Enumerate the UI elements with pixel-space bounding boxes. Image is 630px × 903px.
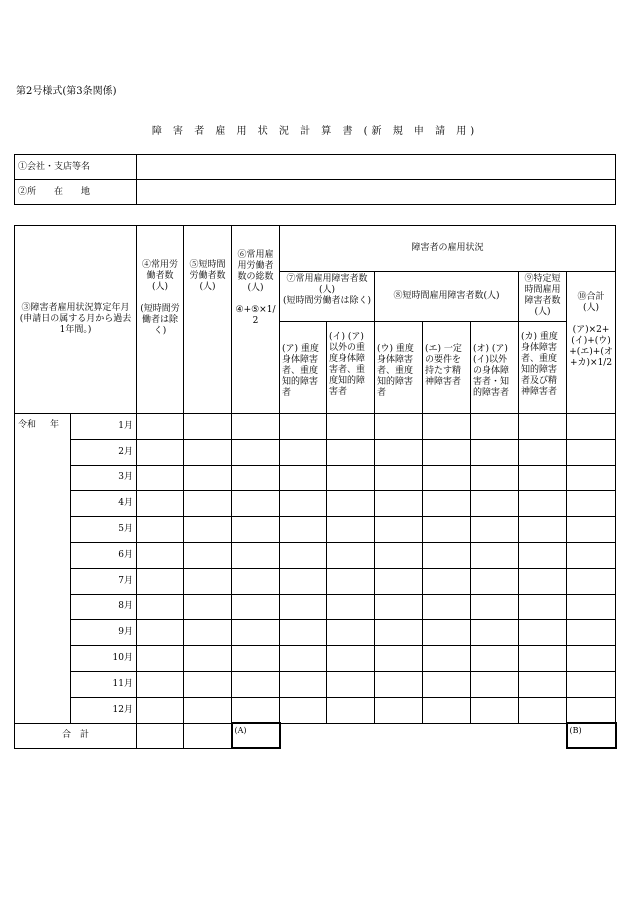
header-short-disabled: ⑧短時間雇用障害者数(人) xyxy=(375,272,519,322)
data-cell[interactable] xyxy=(137,671,184,697)
data-cell[interactable] xyxy=(423,568,471,594)
era-year-cell xyxy=(15,414,71,724)
month-label: 5月 xyxy=(71,517,137,543)
data-cell[interactable] xyxy=(137,414,184,440)
header-disabled-status: 障害者の雇用状況 xyxy=(280,226,616,272)
data-cell[interactable] xyxy=(184,594,232,620)
header-sub-ka: (カ) 重度身体障害者、重度知的障害者及び精神障害者 xyxy=(519,322,567,414)
data-cell[interactable] xyxy=(232,439,280,465)
data-cell[interactable] xyxy=(232,568,280,594)
data-cell[interactable] xyxy=(471,646,519,672)
data-cell[interactable] xyxy=(280,568,327,594)
data-cell[interactable] xyxy=(232,671,280,697)
data-cell[interactable] xyxy=(519,517,567,543)
data-cell[interactable] xyxy=(423,646,471,672)
month-label: 12月 xyxy=(71,697,137,723)
data-cell[interactable] xyxy=(184,671,232,697)
data-cell[interactable] xyxy=(423,620,471,646)
data-cell[interactable] xyxy=(471,568,519,594)
data-cell[interactable] xyxy=(232,594,280,620)
employment-status-table xyxy=(14,225,617,749)
data-cell[interactable] xyxy=(375,594,423,620)
data-cell[interactable] xyxy=(375,671,423,697)
data-cell[interactable] xyxy=(423,517,471,543)
data-cell[interactable] xyxy=(184,646,232,672)
total-label: 合 計 xyxy=(15,723,137,748)
data-cell[interactable] xyxy=(137,594,184,620)
table-row xyxy=(15,594,616,620)
data-cell[interactable] xyxy=(471,491,519,517)
header-regular-disabled: ⑦常用雇用障害者数 (人) (短時間労働者は除く) xyxy=(280,272,375,322)
data-cell[interactable] xyxy=(567,646,616,672)
data-cell[interactable] xyxy=(423,671,471,697)
data-cell[interactable] xyxy=(280,465,327,491)
data-cell[interactable] xyxy=(423,414,471,440)
data-cell[interactable] xyxy=(137,568,184,594)
month-label: 3月 xyxy=(71,465,137,491)
data-cell[interactable] xyxy=(567,671,616,697)
address-field[interactable] xyxy=(137,180,616,205)
data-cell[interactable] xyxy=(184,568,232,594)
month-label: 2月 xyxy=(71,439,137,465)
data-cell[interactable] xyxy=(567,594,616,620)
data-cell[interactable] xyxy=(137,517,184,543)
data-cell[interactable] xyxy=(567,697,616,723)
data-cell[interactable] xyxy=(327,439,375,465)
data-cell[interactable] xyxy=(232,542,280,568)
data-cell[interactable] xyxy=(232,697,280,723)
data-cell[interactable] xyxy=(137,542,184,568)
data-cell[interactable] xyxy=(327,517,375,543)
data-cell[interactable] xyxy=(567,517,616,543)
total-box-a[interactable]: (A) xyxy=(232,723,280,748)
data-cell[interactable] xyxy=(567,568,616,594)
data-cell[interactable] xyxy=(423,465,471,491)
table-row xyxy=(15,568,616,594)
data-cell[interactable] xyxy=(280,671,327,697)
data-cell[interactable] xyxy=(471,542,519,568)
data-cell[interactable] xyxy=(232,517,280,543)
address-label: ②所 在 地 xyxy=(15,180,137,205)
company-name-field[interactable] xyxy=(137,155,616,180)
data-cell[interactable] xyxy=(137,439,184,465)
table-row xyxy=(15,697,616,723)
month-label: 10月 xyxy=(71,646,137,672)
data-cell[interactable] xyxy=(471,439,519,465)
month-label: 4月 xyxy=(71,491,137,517)
data-cell[interactable] xyxy=(375,465,423,491)
month-label: 9月 xyxy=(71,620,137,646)
table-row xyxy=(15,646,616,672)
total-cell[interactable] xyxy=(184,723,232,748)
data-cell[interactable] xyxy=(519,439,567,465)
month-label: 1月 xyxy=(71,414,137,440)
data-cell[interactable] xyxy=(519,697,567,723)
header-sub-u: (ウ) 重度身体障害者、重度知的障害者 xyxy=(375,322,423,414)
data-cell[interactable] xyxy=(280,414,327,440)
data-cell[interactable] xyxy=(327,646,375,672)
data-cell[interactable] xyxy=(280,439,327,465)
data-cell[interactable] xyxy=(423,439,471,465)
data-cell[interactable] xyxy=(280,491,327,517)
month-label: 8月 xyxy=(71,594,137,620)
data-cell[interactable] xyxy=(232,620,280,646)
table-header xyxy=(15,226,616,414)
data-cell[interactable] xyxy=(423,594,471,620)
data-cell[interactable] xyxy=(184,697,232,723)
data-cell[interactable] xyxy=(375,414,423,440)
data-cell[interactable] xyxy=(471,620,519,646)
table-row xyxy=(15,465,616,491)
table-row xyxy=(15,491,616,517)
data-cell[interactable] xyxy=(280,594,327,620)
table-footer xyxy=(15,723,616,748)
data-cell[interactable] xyxy=(280,646,327,672)
data-cell[interactable] xyxy=(327,465,375,491)
header-regular-workers: ④常用労働者数 (人) (短時間労働者は除く) xyxy=(137,226,184,414)
data-cell[interactable] xyxy=(232,414,280,440)
data-cell[interactable] xyxy=(519,594,567,620)
data-cell[interactable] xyxy=(423,491,471,517)
data-cell[interactable] xyxy=(519,671,567,697)
month-label: 6月 xyxy=(71,542,137,568)
data-cell[interactable] xyxy=(519,542,567,568)
data-cell[interactable] xyxy=(471,465,519,491)
data-cell[interactable] xyxy=(567,414,616,440)
era-label: 令和 xyxy=(18,420,37,430)
header-total-formula: (ア)×2+(イ)+(ウ)+(エ)+(オ+カ)×1/2 xyxy=(569,325,613,368)
data-cell[interactable] xyxy=(471,697,519,723)
data-cell[interactable] xyxy=(471,671,519,697)
data-cell[interactable] xyxy=(184,465,232,491)
company-name-label: ①会社・支店等名 xyxy=(15,155,137,180)
data-cell[interactable] xyxy=(184,620,232,646)
header-total xyxy=(567,272,616,414)
form-number-label: 第2号様式(第3条関係) xyxy=(16,86,117,97)
data-cell[interactable] xyxy=(327,671,375,697)
month-rows xyxy=(15,414,616,724)
data-cell[interactable] xyxy=(137,646,184,672)
data-cell[interactable] xyxy=(327,620,375,646)
data-cell[interactable] xyxy=(375,620,423,646)
total-box-b[interactable]: (B) xyxy=(567,723,616,748)
data-cell[interactable] xyxy=(423,542,471,568)
data-cell[interactable] xyxy=(280,697,327,723)
data-cell[interactable] xyxy=(471,517,519,543)
data-cell[interactable] xyxy=(232,491,280,517)
total-cell[interactable] xyxy=(137,723,184,748)
data-cell[interactable] xyxy=(567,542,616,568)
data-cell[interactable] xyxy=(184,439,232,465)
data-cell[interactable] xyxy=(375,542,423,568)
data-cell[interactable] xyxy=(327,414,375,440)
data-cell[interactable] xyxy=(567,439,616,465)
data-cell[interactable] xyxy=(137,697,184,723)
data-cell[interactable] xyxy=(232,646,280,672)
data-cell[interactable] xyxy=(567,620,616,646)
header-specific-short-disabled: ⑨特定短時間雇用障害者数 (人) xyxy=(519,272,567,322)
data-cell[interactable] xyxy=(519,568,567,594)
table-row xyxy=(15,542,616,568)
data-cell[interactable] xyxy=(375,439,423,465)
data-cell[interactable] xyxy=(327,491,375,517)
header-sub-o: (オ) (ア)(イ)以外の身体障害者・知的障害者 xyxy=(471,322,519,414)
data-cell[interactable] xyxy=(375,568,423,594)
data-cell[interactable] xyxy=(375,697,423,723)
data-cell[interactable] xyxy=(184,517,232,543)
data-cell[interactable] xyxy=(519,465,567,491)
data-cell[interactable] xyxy=(280,517,327,543)
data-cell[interactable] xyxy=(137,465,184,491)
data-cell[interactable] xyxy=(327,697,375,723)
month-label: 11月 xyxy=(71,671,137,697)
data-cell[interactable] xyxy=(423,697,471,723)
data-cell[interactable] xyxy=(471,414,519,440)
data-cell[interactable] xyxy=(327,594,375,620)
document-title: 障 害 者 雇 用 状 況 計 算 書 (新 規 申 請 用) xyxy=(151,126,479,137)
empty-cell xyxy=(280,723,327,748)
data-cell[interactable] xyxy=(280,542,327,568)
year-label: 年 xyxy=(50,420,60,430)
header-sub-a: (ア) 重度身体障害者、重度知的障害者 xyxy=(280,322,327,414)
data-cell[interactable] xyxy=(327,542,375,568)
data-cell[interactable] xyxy=(184,491,232,517)
month-label: 7月 xyxy=(71,568,137,594)
data-cell[interactable] xyxy=(137,491,184,517)
header-total-workers: ⑥常用雇用労働者数の総数 (人) ④+⑤×1/2 xyxy=(232,226,280,414)
empty-cell xyxy=(327,723,567,748)
data-cell[interactable] xyxy=(184,542,232,568)
table-row xyxy=(15,620,616,646)
table-row xyxy=(15,439,616,465)
data-cell[interactable] xyxy=(567,491,616,517)
data-cell[interactable] xyxy=(184,414,232,440)
data-cell[interactable] xyxy=(519,646,567,672)
data-cell[interactable] xyxy=(567,465,616,491)
data-cell[interactable] xyxy=(375,517,423,543)
table-row xyxy=(15,671,616,697)
header-sub-i: (イ) (ア)以外の重度身体障害者、重度知的障害者 xyxy=(327,322,375,414)
header-sub-e: (エ) 一定の要件を持たす精神障害者 xyxy=(423,322,471,414)
data-cell[interactable] xyxy=(327,568,375,594)
company-info-table xyxy=(14,154,616,205)
table-row xyxy=(15,414,616,440)
header-short-time-workers: ⑤短時間労働者数 (人) xyxy=(184,226,232,414)
data-cell[interactable] xyxy=(375,646,423,672)
table-row xyxy=(15,517,616,543)
header-period: ③障害者雇用状況算定年月 (申請日の属する月から過去1年間。) xyxy=(15,226,137,414)
data-cell[interactable] xyxy=(375,491,423,517)
data-cell[interactable] xyxy=(280,620,327,646)
data-cell[interactable] xyxy=(519,414,567,440)
header-total-title: ⑩合計 (人) xyxy=(577,292,605,313)
data-cell[interactable] xyxy=(519,491,567,517)
data-cell[interactable] xyxy=(137,620,184,646)
data-cell[interactable] xyxy=(519,620,567,646)
data-cell[interactable] xyxy=(471,594,519,620)
data-cell[interactable] xyxy=(232,465,280,491)
